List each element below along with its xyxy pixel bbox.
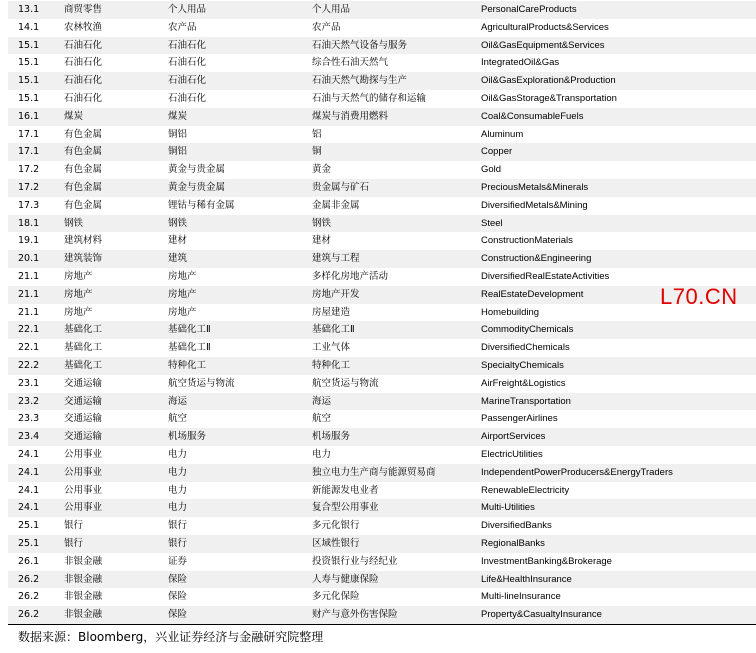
row-level2-industry: 保险 [168,573,188,585]
row-code: 23.4 [18,431,40,443]
row-level2-industry: 建材 [168,235,188,247]
table-row [8,482,756,500]
row-english-name: Multi-lineInsurance [481,591,561,603]
row-level1-industry: 有色金属 [64,128,103,140]
row-english-name: Multi-Utilities [481,502,535,514]
row-level2-industry: 证券 [168,555,188,567]
row-level3-industry: 煤炭与消费用燃料 [312,110,389,122]
table-row [8,250,756,268]
row-english-name: Steel [481,217,503,229]
row-level1-industry: 非银金融 [64,609,103,621]
table-row [8,588,756,606]
row-level1-industry: 有色金属 [64,199,103,211]
row-code: 23.2 [18,395,40,407]
row-code: 17.2 [18,164,40,176]
row-level1-industry: 石油石化 [64,75,103,87]
row-level2-industry: 电力 [168,502,188,514]
table-row [8,499,756,517]
row-level3-industry: 特种化工 [312,359,351,371]
row-level2-industry: 农产品 [168,21,197,33]
row-level1-industry: 农林牧渔 [64,21,103,33]
row-level2-industry: 机场服务 [168,431,207,443]
table-row [8,19,756,37]
row-level3-industry: 人寿与健康保险 [312,573,379,585]
row-level3-industry: 财产与意外伤害保险 [312,609,398,621]
row-code: 26.2 [18,573,40,585]
row-level1-industry: 基础化工 [64,359,103,371]
row-level2-industry: 特种化工 [168,359,207,371]
row-level3-industry: 工业气体 [312,342,351,354]
table-row [8,108,756,126]
row-code: 21.1 [18,270,40,282]
row-english-name: PersonalCareProducts [481,4,577,15]
table-row [8,1,756,19]
row-level1-industry: 交通运输 [64,395,103,407]
table-row [8,268,756,286]
row-level2-industry: 锂钴与稀有金属 [168,199,235,211]
row-level3-industry: 农产品 [312,21,341,33]
row-level2-industry: 煤炭 [168,110,188,122]
row-english-name: PreciousMetals&Minerals [481,181,589,193]
row-english-name: Oil&GasEquipment&Services [481,39,605,51]
row-english-name: DiversifiedChemicals [481,342,570,354]
table-row [8,54,756,72]
table-row [8,446,756,464]
row-english-name: Homebuilding [481,306,540,318]
row-code: 16.1 [18,110,40,122]
row-level1-industry: 非银金融 [64,555,103,567]
table-row [8,37,756,55]
row-code: 25.1 [18,537,40,549]
row-english-name: Aluminum [481,128,524,140]
row-level3-industry: 航空货运与物流 [312,377,379,389]
row-level2-industry: 房地产 [168,288,197,300]
table-row [8,90,756,108]
row-level1-industry: 公用事业 [64,484,103,496]
row-level2-industry: 基础化工Ⅱ [168,342,211,354]
row-level2-industry: 保险 [168,609,188,621]
table-row [8,339,756,357]
row-level3-industry: 建筑与工程 [312,253,360,265]
row-english-name: IntegratedOil&Gas [481,57,560,69]
table-row [8,553,756,571]
row-code: 26.2 [18,609,40,621]
row-level3-industry: 金属非金属 [312,199,360,211]
row-english-name: Oil&GasStorage&Transportation [481,92,617,104]
row-english-name: Property&CasualtyInsurance [481,609,602,621]
row-level3-industry: 多元化银行 [312,520,360,532]
row-code: 17.2 [18,181,40,193]
row-level3-industry: 个人用品 [312,4,351,15]
row-level3-industry: 电力 [312,448,332,460]
row-level2-industry: 保险 [168,591,188,603]
row-level1-industry: 银行 [64,520,84,532]
row-english-name: IndependentPowerProducers&EnergyTraders [481,466,673,478]
row-english-name: Oil&GasExploration&Production [481,75,616,87]
table-row [8,464,756,482]
row-english-name: RegionalBanks [481,537,545,549]
row-english-name: RealEstateDevelopment [481,288,584,300]
row-level2-industry: 石油石化 [168,92,207,104]
row-level2-industry: 房地产 [168,306,197,318]
table-row [8,197,756,215]
row-level1-industry: 交通运输 [64,431,103,443]
row-code: 24.1 [18,466,40,478]
row-code: 15.1 [18,92,40,104]
row-level3-industry: 石油与天然气的储存和运输 [312,92,427,104]
row-level2-industry: 银行 [168,537,188,549]
row-code: 14.1 [18,21,40,33]
row-level3-industry: 机场服务 [312,431,351,443]
row-level1-industry: 交通运输 [64,377,103,389]
row-level2-industry: 铜铝 [168,146,188,158]
row-english-name: AirFreight&Logistics [481,377,566,389]
row-english-name: SpecialtyChemicals [481,359,564,371]
row-level2-industry: 黄金与贵金属 [168,164,226,176]
row-code: 17.1 [18,128,40,140]
row-code: 18.1 [18,217,40,229]
row-level1-industry: 建筑材料 [64,235,103,247]
row-code: 17.1 [18,146,40,158]
row-code: 22.1 [18,324,40,336]
industry-classification-table [8,1,756,624]
row-code: 21.1 [18,306,40,318]
table-row [8,286,756,304]
row-level1-industry: 交通运输 [64,413,103,425]
row-level3-industry: 海运 [312,395,332,407]
row-english-name: DiversifiedBanks [481,520,552,532]
row-level3-industry: 铜 [312,146,322,158]
row-level1-industry: 非银金融 [64,591,103,603]
row-english-name: PassengerAirlines [481,413,558,425]
row-english-name: MarineTransportation [481,395,571,407]
row-level3-industry: 房地产开发 [312,288,360,300]
table-row [8,179,756,197]
row-level2-industry: 个人用品 [168,4,207,15]
row-level3-industry: 航空 [312,413,332,425]
row-level1-industry: 石油石化 [64,92,103,104]
table-row [8,606,756,624]
row-code: 15.1 [18,39,40,51]
row-level2-industry: 航空 [168,413,188,425]
row-level2-industry: 航空货运与物流 [168,377,235,389]
row-code: 23.1 [18,377,40,389]
row-level3-industry: 基础化工Ⅱ [312,324,355,336]
row-english-name: RenewableElectricity [481,484,570,496]
row-level1-industry: 煤炭 [64,110,84,122]
row-code: 19.1 [18,235,40,247]
row-level3-industry: 建材 [312,235,332,247]
row-level2-industry: 电力 [168,448,188,460]
row-code: 21.1 [18,288,40,300]
row-level1-industry: 建筑装饰 [64,253,103,265]
row-level3-industry: 石油天然气设备与服务 [312,39,408,51]
row-code: 26.2 [18,591,40,603]
row-level3-industry: 多元化保险 [312,591,360,603]
row-code: 23.3 [18,413,40,425]
row-level3-industry: 复合型公用事业 [312,502,379,514]
table-row [8,72,756,90]
table-row [8,232,756,250]
row-english-name: InvestmentBanking&Brokerage [481,555,612,567]
row-english-name: ElectricUtilities [481,448,543,460]
row-english-name: Gold [481,164,502,176]
row-level2-industry: 电力 [168,484,188,496]
table-row [8,393,756,411]
table-bottom-rule [8,624,756,625]
row-code: 24.1 [18,484,40,496]
row-level1-industry: 有色金属 [64,146,103,158]
table-row [8,535,756,553]
row-english-name: Construction&Engineering [481,253,592,265]
row-code: 22.2 [18,359,40,371]
row-level1-industry: 银行 [64,537,84,549]
row-level3-industry: 新能源发电业者 [312,484,379,496]
row-level3-industry: 房屋建造 [312,306,351,318]
row-level3-industry: 石油天然气勘探与生产 [312,75,408,87]
row-level2-industry: 黄金与贵金属 [168,181,226,193]
row-level1-industry: 公用事业 [64,448,103,460]
table-row [8,215,756,233]
row-level2-industry: 石油石化 [168,75,207,87]
row-level2-industry: 建筑 [168,253,188,265]
row-level1-industry: 石油石化 [64,39,103,51]
row-level1-industry: 房地产 [64,270,93,282]
row-level1-industry: 房地产 [64,288,93,300]
row-level3-industry: 独立电力生产商与能源贸易商 [312,466,436,478]
row-english-name: AgriculturalProducts&Services [481,21,609,33]
row-level2-industry: 电力 [168,466,188,478]
row-english-name: CommodityChemicals [481,324,574,336]
row-level1-industry: 钢铁 [64,217,84,229]
table-row [8,428,756,446]
row-level2-industry: 海运 [168,395,188,407]
row-level1-industry: 基础化工 [64,324,103,336]
table-row [8,126,756,144]
row-code: 26.1 [18,555,40,567]
row-level3-industry: 投资银行业与经纪业 [312,555,398,567]
row-level3-industry: 贵金属与矿石 [312,181,370,193]
row-code: 15.1 [18,75,40,87]
row-level1-industry: 有色金属 [64,181,103,193]
row-level2-industry: 钢铁 [168,217,188,229]
row-level2-industry: 铜铝 [168,128,188,140]
table-row [8,143,756,161]
row-level1-industry: 公用事业 [64,466,103,478]
row-english-name: Coal&ConsumableFuels [481,110,584,122]
row-english-name: Life&HealthInsurance [481,573,572,585]
row-code: 17.3 [18,199,40,211]
row-level1-industry: 房地产 [64,306,93,318]
row-code: 22.1 [18,342,40,354]
row-level1-industry: 有色金属 [64,164,103,176]
row-level3-industry: 黄金 [312,164,332,176]
table-row [8,357,756,375]
table-row [8,161,756,179]
table-row [8,321,756,339]
row-english-name: Copper [481,146,513,158]
row-level2-industry: 银行 [168,520,188,532]
table-row [8,517,756,535]
row-level1-industry: 商贸零售 [64,4,103,15]
row-code: 24.1 [18,448,40,460]
row-code: 24.1 [18,502,40,514]
row-code: 25.1 [18,520,40,532]
table-row [8,410,756,428]
row-level2-industry: 房地产 [168,270,197,282]
row-level3-industry: 区域性银行 [312,537,360,549]
row-level2-industry: 石油石化 [168,57,207,69]
row-level2-industry: 基础化工Ⅱ [168,324,211,336]
row-level1-industry: 公用事业 [64,502,103,514]
row-level3-industry: 综合性石油天然气 [312,57,389,69]
table-row [8,571,756,589]
table-row [8,375,756,393]
row-code: 13.1 [18,4,40,15]
row-level1-industry: 非银金融 [64,573,103,585]
row-level1-industry: 石油石化 [64,57,103,69]
row-code: 15.1 [18,57,40,69]
table-row [8,304,756,322]
row-code: 20.1 [18,253,40,265]
watermark-logo: L70.CN [660,284,738,309]
row-level3-industry: 多样化房地产活动 [312,270,389,282]
row-english-name: DiversifiedMetals&Mining [481,199,588,211]
row-english-name: ConstructionMaterials [481,235,573,247]
row-english-name: AirportServices [481,431,546,443]
row-level3-industry: 铝 [312,128,322,140]
row-level3-industry: 钢铁 [312,217,332,229]
row-level1-industry: 基础化工 [64,342,103,354]
source-note: 数据来源：Bloomberg，兴业证券经济与金融研究院整理 [18,630,324,644]
row-level2-industry: 石油石化 [168,39,207,51]
row-english-name: DiversifiedRealEstateActivities [481,270,610,282]
